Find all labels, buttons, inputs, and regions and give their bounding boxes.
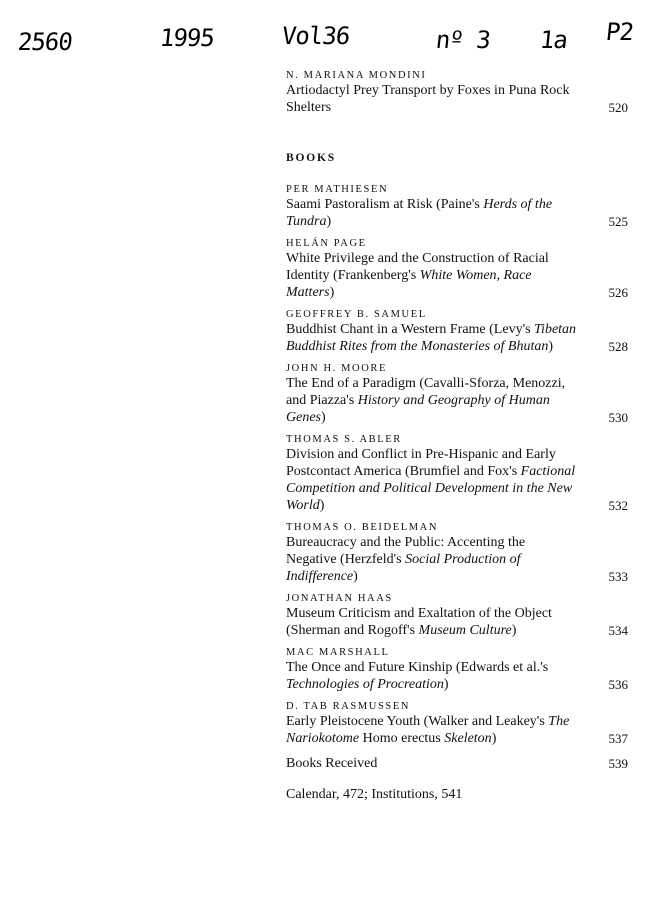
entry-title xyxy=(286,534,578,585)
title-part: ) xyxy=(548,339,554,354)
entry-author: PER MATHIESEN xyxy=(286,184,389,195)
entry-title xyxy=(286,375,578,426)
toc-entry xyxy=(286,184,628,230)
entry-page: 530 xyxy=(608,410,628,425)
title-part: The End of a Paradigm (Cavalli-Sforza, Menozzi, and Piazza's xyxy=(286,376,566,408)
handwritten-note: 1995 xyxy=(158,24,216,52)
entry-title xyxy=(286,446,578,514)
italic-title-part: Skeleton xyxy=(444,731,492,746)
toc-entry xyxy=(286,647,628,693)
entry-page: 536 xyxy=(608,677,628,692)
title-part: ) xyxy=(321,410,326,425)
entry-title xyxy=(286,196,578,230)
entry-page: 534 xyxy=(608,623,628,638)
title-part: Buddhist Chant in a Western Frame (Levy's xyxy=(286,322,535,337)
entry-title xyxy=(286,250,578,301)
entry-page: 528 xyxy=(608,339,628,354)
entry-author: MAC MARSHALL xyxy=(286,647,390,658)
title-part: Museum Criticism and Exaltation of the Object (Sherman and Rogoff's xyxy=(286,606,552,638)
entry-author: HELÁN PAGE xyxy=(286,238,367,249)
entry-page: 533 xyxy=(608,569,628,584)
table-of-contents xyxy=(286,70,628,803)
italic-title-part: Museum Culture xyxy=(418,623,512,638)
entry-page: 525 xyxy=(608,214,628,229)
italic-title-part: Herds of the Tundra xyxy=(286,197,553,229)
italic-title-part: Technologies of Procreation xyxy=(286,677,444,692)
handwritten-note: P2 xyxy=(604,18,635,46)
title-part: ) xyxy=(511,623,517,638)
book-review-list xyxy=(286,184,628,747)
title-part: ) xyxy=(329,285,335,300)
entry-title xyxy=(286,713,578,747)
toc-entry xyxy=(286,701,628,747)
handwritten-note: Vol36 xyxy=(280,22,351,50)
entry-author: THOMAS O. BEIDELMAN xyxy=(286,522,439,533)
toc-entry xyxy=(286,70,628,116)
italic-title-part: White Women, Race Matters xyxy=(286,268,532,300)
toc-entry xyxy=(286,309,628,355)
handwritten-note: 2560 xyxy=(16,28,74,56)
title-part: ) xyxy=(319,498,325,513)
entry-author: JONATHAN HAAS xyxy=(286,593,393,604)
title-part: ) xyxy=(326,214,332,229)
italic-title-part: The Nariokotome xyxy=(286,714,570,746)
title-part: The Once and Future Kinship (Edwards et al.'s xyxy=(286,660,549,675)
handwritten-note: 1a xyxy=(538,26,569,54)
title-part: Division and Conflict in Pre-Hispanic and Early Postcontact America (Brumfiel and Fox's xyxy=(286,447,556,479)
entry-title xyxy=(286,321,578,355)
entry-page: 526 xyxy=(608,285,628,300)
toc-entry xyxy=(286,593,628,639)
section-heading: BOOKS xyxy=(286,152,336,164)
italic-title-part: Factional Competition and Political Development in the New World xyxy=(286,464,576,513)
toc-entry xyxy=(286,363,628,426)
entry-author: GEOFFREY B. SAMUEL xyxy=(286,309,427,320)
footer-line: Calendar, 472; Institutions, 541 xyxy=(286,787,463,802)
entry-author: JOHN H. MOORE xyxy=(286,363,388,374)
entry-title xyxy=(286,605,578,639)
entry-page: 532 xyxy=(608,498,628,513)
toc-entry xyxy=(286,522,628,585)
title-part: Early Pleistocene Youth (Walker and Leakey's xyxy=(286,714,549,729)
entry-author: D. TAB RASMUSSEN xyxy=(286,701,411,712)
title-part: Saami Pastoralism at Risk (Paine's xyxy=(286,197,484,212)
books-received-label: Books Received xyxy=(286,756,378,771)
entry-author: THOMAS S. ABLER xyxy=(286,434,402,445)
toc-entry xyxy=(286,434,628,514)
entry-author: N. MARIANA MONDINI xyxy=(286,70,427,81)
books-received-page: 539 xyxy=(608,756,628,771)
toc-entry xyxy=(286,238,628,301)
italic-title-part: Tibetan Buddhist Rites from the Monasteries of Bhutan xyxy=(286,322,577,354)
entry-page: 520 xyxy=(608,100,628,115)
books-received xyxy=(286,755,628,772)
entry-page: 537 xyxy=(608,731,628,746)
entry-title: Artiodactyl Prey Transport by Foxes in Puna Rock Shelters xyxy=(286,83,570,115)
italic-title-part: Social Production of Indifference xyxy=(286,552,521,584)
title-part: ) xyxy=(443,677,449,692)
entry-title xyxy=(286,659,578,693)
title-part: White Privilege and the Construction of Racial Identity (Frankenberg's xyxy=(286,251,549,283)
title-part: ) xyxy=(491,731,497,746)
title-part: ) xyxy=(353,569,358,584)
italic-title-part: History and Geography of Human Genes xyxy=(286,393,550,425)
handwritten-note: nº 3 xyxy=(434,26,492,54)
title-part: Homo erectus xyxy=(362,731,445,746)
title-part: Bureaucracy and the Public: Accenting the Negative (Herzfeld's xyxy=(286,535,526,567)
